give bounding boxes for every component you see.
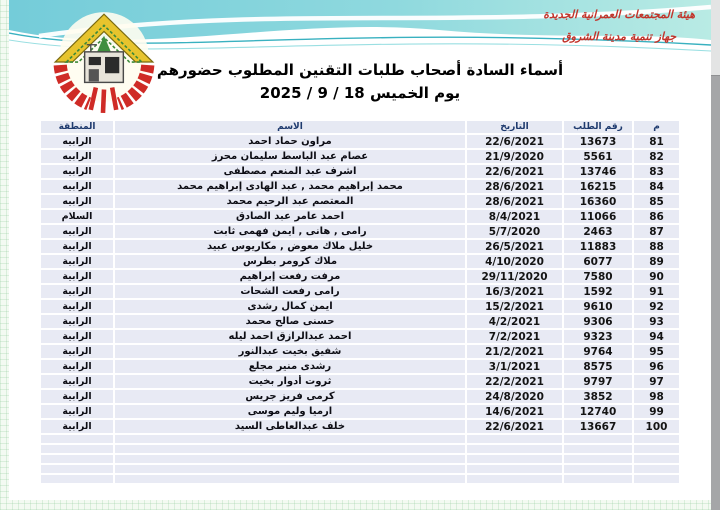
org-name-line1: هيئة المجتمعات العمرانية الجديدة xyxy=(543,8,695,21)
table-row xyxy=(41,270,679,283)
table-row xyxy=(41,285,679,298)
cell-request_no: 9764 xyxy=(564,345,632,358)
cell-date: 28/6/2021 xyxy=(467,195,562,208)
empty-cell xyxy=(115,445,465,453)
cell-date: 24/8/2020 xyxy=(467,390,562,403)
cell-no: 94 xyxy=(634,330,679,343)
empty-cell xyxy=(41,435,113,443)
applicants-table xyxy=(39,119,681,485)
empty-cell xyxy=(634,465,679,473)
table-row xyxy=(41,195,679,208)
table-row xyxy=(41,405,679,418)
cell-name: محمد إبراهيم محمد , عبد الهادى إبراهيم محمد xyxy=(115,180,465,193)
empty-cell xyxy=(467,465,562,473)
cell-name: ثروت أدوار بخيت xyxy=(115,375,465,388)
cell-request_no: 9323 xyxy=(564,330,632,343)
empty-cell xyxy=(41,475,113,483)
cell-request_no: 7580 xyxy=(564,270,632,283)
cell-no: 90 xyxy=(634,270,679,283)
cell-name: اشرف عبد المنعم مصطفى xyxy=(115,165,465,178)
cell-request_no: 12740 xyxy=(564,405,632,418)
column-header-request-no: رقم الطلب xyxy=(564,121,632,133)
cell-no: 83 xyxy=(634,165,679,178)
cell-region: الرابية xyxy=(41,345,113,358)
table-header xyxy=(41,121,679,133)
cell-request_no: 8575 xyxy=(564,360,632,373)
table-row xyxy=(41,135,679,148)
empty-cell xyxy=(564,455,632,463)
cell-region: الرابية xyxy=(41,240,113,253)
cell-request_no: 9797 xyxy=(564,375,632,388)
org-names xyxy=(543,9,695,42)
cell-request_no: 13667 xyxy=(564,420,632,433)
cell-name: خلف عبدالعاطى السيد xyxy=(115,420,465,433)
column-header-name: الاسم xyxy=(115,121,465,133)
cell-date: 3/1/2021 xyxy=(467,360,562,373)
cell-region: الرابيه xyxy=(41,180,113,193)
cell-region: السلام xyxy=(41,210,113,223)
cell-request_no: 5561 xyxy=(564,150,632,163)
cell-no: 96 xyxy=(634,360,679,373)
cell-region: الرابية xyxy=(41,390,113,403)
table-row xyxy=(41,420,679,433)
cell-no: 81 xyxy=(634,135,679,148)
cell-date: 8/4/2021 xyxy=(467,210,562,223)
empty-cell xyxy=(467,445,562,453)
table-row xyxy=(41,315,679,328)
cell-name: رامى , هانى , ايمن فهمى ثابت xyxy=(115,225,465,238)
empty-cell xyxy=(634,445,679,453)
cell-date: 22/6/2021 xyxy=(467,135,562,148)
empty-cell xyxy=(564,435,632,443)
table-row xyxy=(41,300,679,313)
cell-date: 15/2/2021 xyxy=(467,300,562,313)
cell-no: 87 xyxy=(634,225,679,238)
cell-date: 4/10/2020 xyxy=(467,255,562,268)
table-row xyxy=(41,225,679,238)
cell-region: الرابية xyxy=(41,360,113,373)
cell-region: الرابيه xyxy=(41,165,113,178)
cell-region: الرابيه xyxy=(41,195,113,208)
cell-name: عصام عبد الباسط سليمان محرز xyxy=(115,150,465,163)
document-page xyxy=(9,0,711,500)
table-body xyxy=(41,135,679,483)
cell-name: كرمى فريز جريس xyxy=(115,390,465,403)
cell-name: ايمن كمال رشدى xyxy=(115,300,465,313)
cell-region: الرابية xyxy=(41,255,113,268)
empty-table-row xyxy=(41,445,679,453)
cell-no: 92 xyxy=(634,300,679,313)
cell-no: 86 xyxy=(634,210,679,223)
cell-request_no: 16360 xyxy=(564,195,632,208)
cell-name: المعتصم عبد الرحيم محمد xyxy=(115,195,465,208)
empty-cell xyxy=(41,445,113,453)
cell-date: 28/6/2021 xyxy=(467,180,562,193)
cell-no: 100 xyxy=(634,420,679,433)
empty-cell xyxy=(115,435,465,443)
cell-request_no: 11066 xyxy=(564,210,632,223)
table-row xyxy=(41,240,679,253)
empty-cell xyxy=(564,445,632,453)
cell-region: الرابية xyxy=(41,420,113,433)
cell-name: مرفت رفعت إبراهيم xyxy=(115,270,465,283)
cell-region: الرابية xyxy=(41,375,113,388)
empty-cell xyxy=(41,465,113,473)
cell-region: الرابية xyxy=(41,330,113,343)
cell-date: 16/3/2021 xyxy=(467,285,562,298)
empty-table-row xyxy=(41,475,679,483)
cell-request_no: 2463 xyxy=(564,225,632,238)
cell-no: 91 xyxy=(634,285,679,298)
cell-region: الرابية xyxy=(41,405,113,418)
cell-no: 98 xyxy=(634,390,679,403)
cell-request_no: 13673 xyxy=(564,135,632,148)
cell-date: 22/6/2021 xyxy=(467,420,562,433)
column-header-date: التاريخ xyxy=(467,121,562,133)
empty-cell xyxy=(564,475,632,483)
table-row xyxy=(41,375,679,388)
cell-name: احمد عبدالرازق احمد ليله xyxy=(115,330,465,343)
cell-no: 95 xyxy=(634,345,679,358)
table-row xyxy=(41,345,679,358)
column-header-serial: م xyxy=(634,121,679,133)
empty-cell xyxy=(634,475,679,483)
cell-name: حسنى صالح محمد xyxy=(115,315,465,328)
cell-no: 84 xyxy=(634,180,679,193)
empty-cell xyxy=(467,475,562,483)
table-row xyxy=(41,390,679,403)
cell-region: الرابية xyxy=(41,270,113,283)
cell-date: 14/6/2021 xyxy=(467,405,562,418)
cell-region: الرابية xyxy=(41,285,113,298)
cell-no: 99 xyxy=(634,405,679,418)
cell-request_no: 11883 xyxy=(564,240,632,253)
empty-cell xyxy=(115,475,465,483)
cell-region: الرابيه xyxy=(41,150,113,163)
empty-cell xyxy=(115,455,465,463)
table-row xyxy=(41,330,679,343)
empty-table-row xyxy=(41,465,679,473)
empty-cell xyxy=(634,455,679,463)
cell-name: ملاك كرومر بطرس xyxy=(115,255,465,268)
table-row xyxy=(41,210,679,223)
page-title xyxy=(9,61,711,102)
cell-name: ارميا وليم موسى xyxy=(115,405,465,418)
table-row xyxy=(41,255,679,268)
cell-date: 21/2/2021 xyxy=(467,345,562,358)
vertical-scrollbar[interactable] xyxy=(711,0,720,510)
org-name-line2: جهاز تنمية مدينة الشروق xyxy=(562,30,677,43)
cell-name: مراون حماد احمد xyxy=(115,135,465,148)
cell-request_no: 9306 xyxy=(564,315,632,328)
empty-table-row xyxy=(41,455,679,463)
cell-name: رشدى منير مجلع xyxy=(115,360,465,373)
cell-region: الرابية xyxy=(41,300,113,313)
empty-cell xyxy=(564,465,632,473)
empty-cell xyxy=(467,455,562,463)
cell-date: 4/2/2021 xyxy=(467,315,562,328)
cell-region: الرابية xyxy=(41,315,113,328)
cell-request_no: 1592 xyxy=(564,285,632,298)
cell-no: 88 xyxy=(634,240,679,253)
table-row xyxy=(41,180,679,193)
cell-no: 85 xyxy=(634,195,679,208)
table-row xyxy=(41,360,679,373)
cell-date: 26/5/2021 xyxy=(467,240,562,253)
cell-region: الرابيه xyxy=(41,225,113,238)
empty-cell xyxy=(115,465,465,473)
cell-request_no: 16215 xyxy=(564,180,632,193)
cell-no: 82 xyxy=(634,150,679,163)
cell-request_no: 6077 xyxy=(564,255,632,268)
cell-date: 22/2/2021 xyxy=(467,375,562,388)
title-line2: يوم الخميس 18 / 9 / 2025 xyxy=(259,84,461,102)
title-line1: أسماء السادة أصحاب طلبات التقنين المطلوب حضورهم xyxy=(156,61,564,79)
cell-name: خليل ملاك معوض , مكاريوس عبيد xyxy=(115,240,465,253)
cell-date: 22/6/2021 xyxy=(467,165,562,178)
cell-request_no: 3852 xyxy=(564,390,632,403)
cell-no: 93 xyxy=(634,315,679,328)
cell-region: الرابيه xyxy=(41,135,113,148)
cell-date: 7/2/2021 xyxy=(467,330,562,343)
cell-name: احمد عامر عبد الصادق xyxy=(115,210,465,223)
cell-request_no: 13746 xyxy=(564,165,632,178)
cell-request_no: 9610 xyxy=(564,300,632,313)
empty-cell xyxy=(634,435,679,443)
cell-date: 29/11/2020 xyxy=(467,270,562,283)
empty-cell xyxy=(467,435,562,443)
cell-no: 89 xyxy=(634,255,679,268)
cell-date: 5/7/2020 xyxy=(467,225,562,238)
empty-cell xyxy=(41,455,113,463)
table-row xyxy=(41,165,679,178)
table-row xyxy=(41,150,679,163)
column-header-region: المنطقة xyxy=(41,121,113,133)
scrollbar-thumb[interactable] xyxy=(711,75,720,510)
cell-date: 21/9/2020 xyxy=(467,150,562,163)
cell-name: شفيق بخيت عبدالنور xyxy=(115,345,465,358)
empty-table-row xyxy=(41,435,679,443)
cell-name: رامى رفعت الشحات xyxy=(115,285,465,298)
cell-no: 97 xyxy=(634,375,679,388)
